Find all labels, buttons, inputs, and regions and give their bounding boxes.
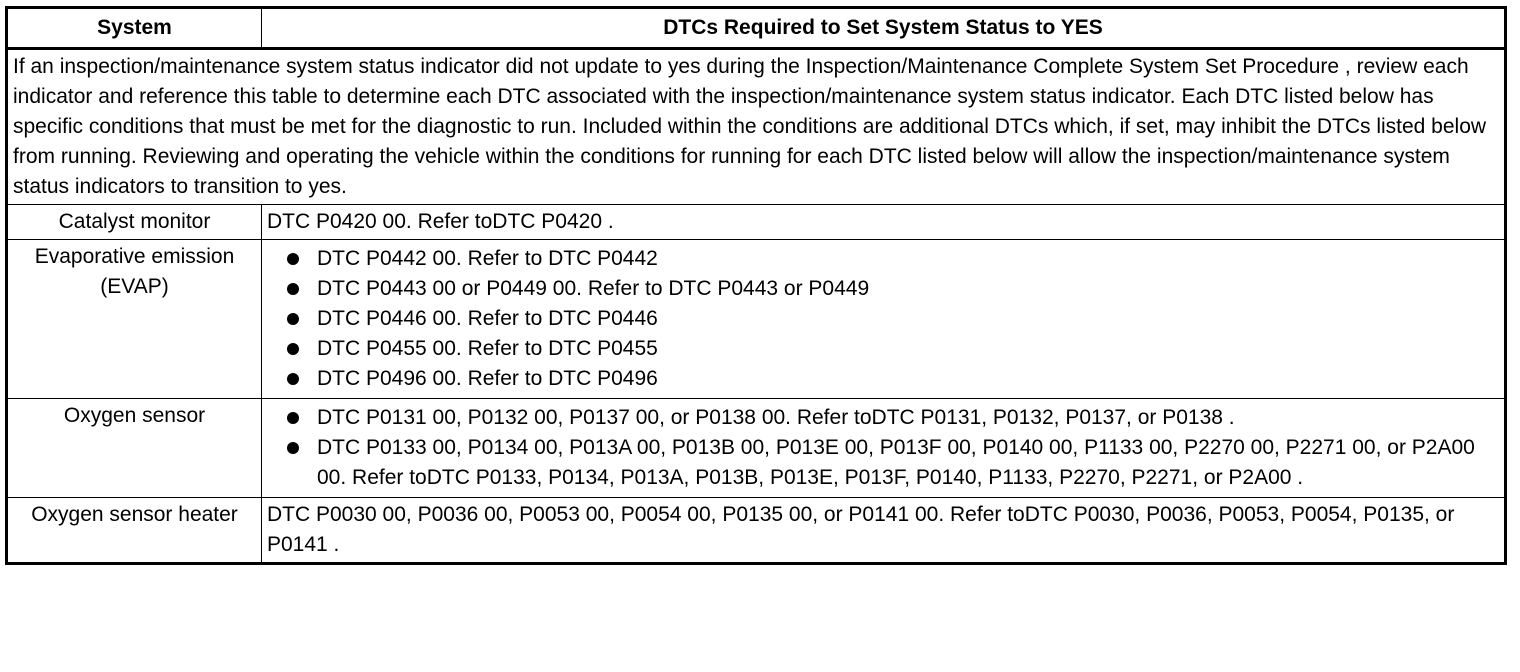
list-item <box>287 304 1499 334</box>
list-item <box>287 403 1499 433</box>
table-row-oxygen-sensor-heater <box>7 498 1506 564</box>
intro-row <box>7 49 1506 205</box>
list-item-text: DTC P0133 00, P0134 00, P013A 00, P013B 00, P013E 00, P013F 00, P0140 00, P1133 00, P2270 00, P2271 00, or P2A00 00. Refer toDTC P0133, P0134, P013A, P013B, P013E, P013F, P0140, P1133, P2270, P2271, or P2A00 . <box>317 436 1475 489</box>
header-system: System <box>7 8 262 49</box>
bullet-icon <box>287 313 299 325</box>
system-cell: Oxygen sensor heater <box>7 498 262 564</box>
list-item-text: DTC P0442 00. Refer to DTC P0442 <box>317 247 658 270</box>
list-item <box>287 274 1499 304</box>
table-header-row <box>7 8 1506 49</box>
header-dtcs: DTCs Required to Set System Status to YES <box>262 8 1506 49</box>
table-row-catalyst <box>7 205 1506 240</box>
dtc-table <box>5 6 1507 565</box>
list-item <box>287 334 1499 364</box>
list-item <box>287 364 1499 394</box>
bullet-icon <box>287 253 299 265</box>
list-item-text: DTC P0446 00. Refer to DTC P0446 <box>317 307 658 330</box>
list-item-text: DTC P0131 00, P0132 00, P0137 00, or P0138 00. Refer toDTC P0131, P0132, P0137, or P0138 . <box>317 406 1235 429</box>
dtc-cell <box>262 240 1506 399</box>
system-cell: Evaporative emission (EVAP) <box>7 240 262 399</box>
bullet-icon <box>287 412 299 424</box>
table-row-oxygen-sensor <box>7 399 1506 498</box>
list-item-text: DTC P0496 00. Refer to DTC P0496 <box>317 367 658 390</box>
bullet-icon <box>287 283 299 295</box>
list-item <box>287 244 1499 274</box>
dtc-list <box>267 242 1499 396</box>
dtc-cell <box>262 399 1506 498</box>
dtc-list <box>267 401 1499 495</box>
bullet-icon <box>287 373 299 385</box>
system-cell: Catalyst monitor <box>7 205 262 240</box>
dtc-cell: DTC P0420 00. Refer toDTC P0420 . <box>262 205 1506 240</box>
intro-text: If an inspection/maintenance system status indicator did not update to yes during the Inspection/Maintenance Complete System Set Procedure , review each indicator and reference this table to determine each DTC associated with the inspection/maintenance system status indicator. Each DTC listed below has specific conditions that must be met for the diagnostic to run. Included within the conditions are additional DTCs which, if set, may inhibit the DTCs listed below from running. Reviewing and operating the vehicle within the conditions for running for each DTC listed below will allow the inspection/maintenance system status indicators to transition to yes. <box>7 49 1506 205</box>
list-item <box>287 433 1499 493</box>
table-row-evap <box>7 240 1506 399</box>
document-page <box>5 6 1507 565</box>
list-item-text: DTC P0443 00 or P0449 00. Refer to DTC P0443 or P0449 <box>317 277 870 300</box>
bullet-icon <box>287 343 299 355</box>
system-cell: Oxygen sensor <box>7 399 262 498</box>
dtc-cell: DTC P0030 00, P0036 00, P0053 00, P0054 00, P0135 00, or P0141 00. Refer toDTC P0030, P0036, P0053, P0054, P0135, or P0141 . <box>262 498 1506 564</box>
bullet-icon <box>287 442 299 454</box>
list-item-text: DTC P0455 00. Refer to DTC P0455 <box>317 337 658 360</box>
